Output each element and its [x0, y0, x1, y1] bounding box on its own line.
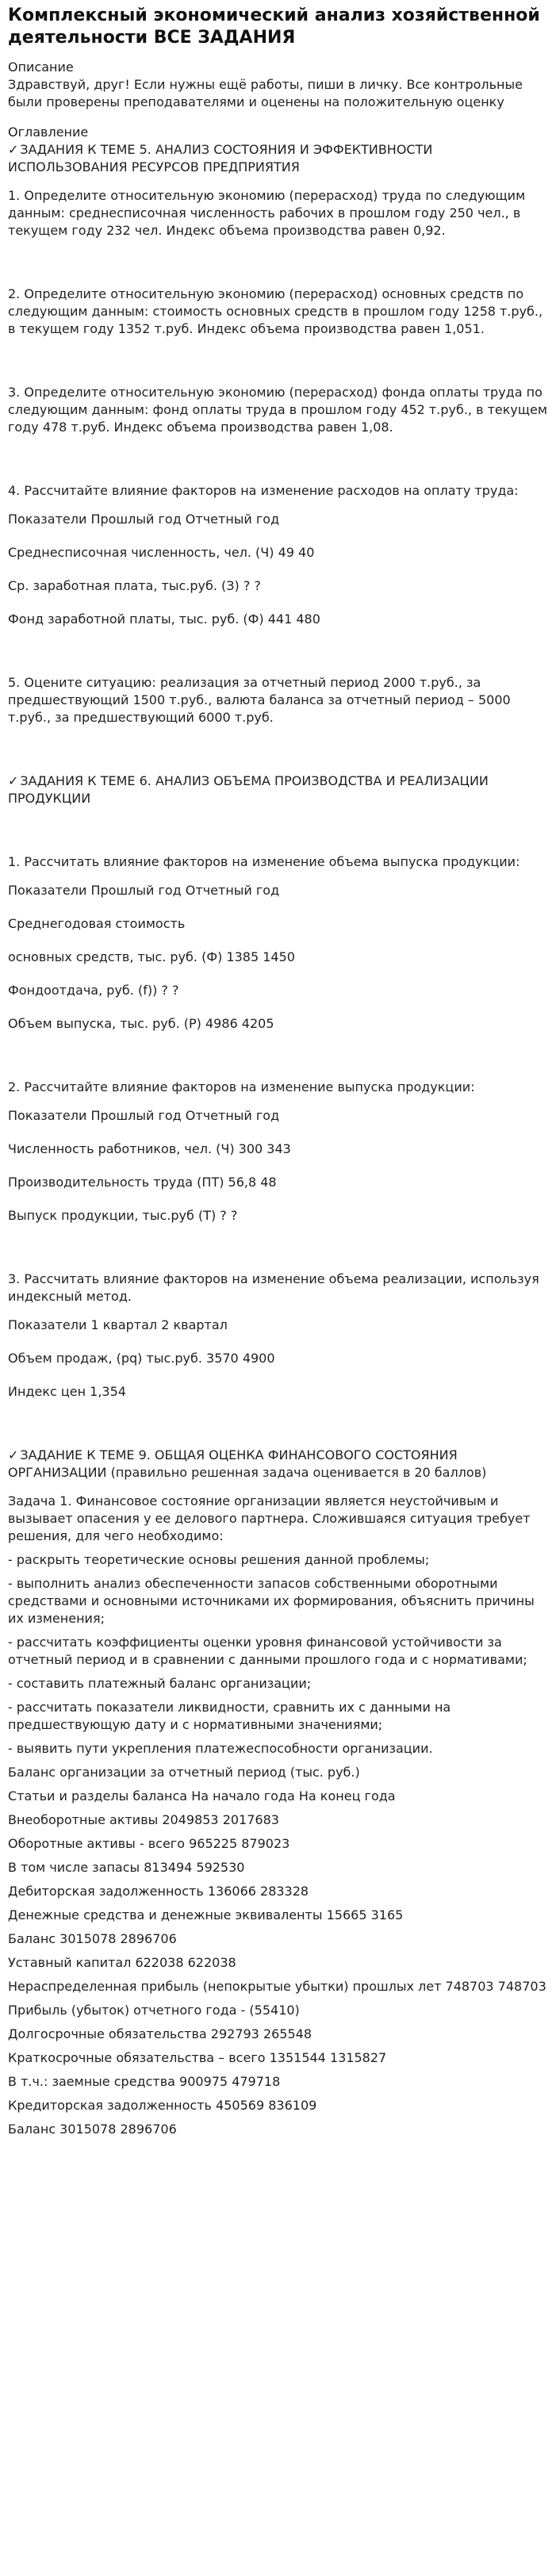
- s9-balance-row: Уставный капитал 622038 622038: [8, 1955, 236, 1970]
- s6-task-1-row: основных средств, тыс. руб. (Ф) 1385 1450: [8, 949, 295, 964]
- s9-balance-row: Долгосрочные обязательства 292793 265548: [8, 2026, 313, 2041]
- s9-bullet: - выполнить анализ обеспеченности запасов собственными оборотными средствами и основными источниками их формирования, объяснить причины их изменения;: [8, 1576, 535, 1626]
- s9-balance-title: Баланс организации за отчетный период (тыс. руб.): [8, 1765, 360, 1780]
- description-text: Здравствуй, друг! Если нужны ещё работы, пиши в личку. Все контрольные были проверены преподавателями и оценены на положительную оценку: [8, 77, 523, 109]
- page-title: Комплексный экономический анализ хозяйственной деятельности ВСЕ ЗАДАНИЯ: [8, 6, 540, 48]
- s5-task-2: 2. Определите относительную экономию (перерасход) основных средств по следующим данным: стоимость основных средств в прошлом году 1258 т.руб., в текущем году 1352 т.руб. Индекс объема производства равен 1,051.: [8, 286, 543, 336]
- s6-task-1-head: 1. Рассчитать влияние факторов на изменение объема выпуска продукции:: [8, 854, 520, 869]
- s5-task-4-row: Ср. заработная плата, тыс.руб. (З) ? ?: [8, 578, 261, 593]
- s9-bullet: - раскрыть теоретические основы решения данной проблемы;: [8, 1552, 430, 1567]
- s9-balance-row: Денежные средства и денежные эквиваленты 15665 3165: [8, 1907, 404, 1922]
- s9-balance-row: Статьи и разделы баланса На начало года На конец года: [8, 1788, 396, 1804]
- s6-task-3-row: Показатели 1 квартал 2 квартал: [8, 1317, 228, 1332]
- s6-task-3: [8, 1271, 548, 1401]
- s6-task-2-head: 2. Рассчитайте влияние факторов на изменение выпуска продукции:: [8, 1079, 475, 1094]
- s9-balance-row: Кредиторская задолженность 450569 836109: [8, 2098, 317, 2113]
- description-label: Описание: [8, 59, 74, 75]
- toc-label: Оглавление: [8, 125, 89, 140]
- s5-task-4-row: Фонд заработной платы, тыс. руб. (Ф) 441 480: [8, 611, 320, 627]
- s6-task-3-row: Объем продаж, (pq) тыс.руб. 3570 4900: [8, 1351, 275, 1366]
- s9-balance-row: Внеоборотные активы 2049853 2017683: [8, 1812, 279, 1827]
- check-icon: ✓: [8, 1447, 19, 1462]
- s6-task-2-row: Выпуск продукции, тыс.руб (Т) ? ?: [8, 1208, 238, 1223]
- s9-task: [8, 1493, 548, 2138]
- s9-balance-row: Дебиторская задолженность 136066 283328: [8, 1884, 309, 1899]
- section-9-heading: [8, 1447, 548, 1482]
- s9-balance-row: Баланс 3015078 2896706: [8, 2122, 177, 2137]
- s6-task-2-row: Показатели Прошлый год Отчетный год: [8, 1108, 280, 1123]
- s5-task-1: 1. Определите относительную экономию (перерасход) труда по следующим данным: среднесписочная численность рабочих в прошлом году 250 чел., в текущем году 232 чел. Индекс объема производства равен 0,92.: [8, 188, 526, 238]
- s6-task-3-row: Индекс цен 1,354: [8, 1384, 126, 1399]
- s5-task-5: 5. Оцените ситуацию: реализация за отчетный период 2000 т.руб., за предшествующий 1500 т.руб., валюта баланса за отчетный период – 5000 т.руб., за предшествующий 6000 т.руб.: [8, 675, 511, 725]
- check-icon: ✓: [8, 142, 19, 157]
- s5-task-4-row: Среднесписочная численность, чел. (Ч) 49 40: [8, 545, 315, 560]
- s6-task-2: [8, 1079, 548, 1225]
- section-5-heading-text: ЗАДАНИЯ К ТЕМЕ 5. АНАЛИЗ СОСТОЯНИЯ И ЭФФЕКТИВНОСТИ ИСПОЛЬЗОВАНИЯ РЕСУРСОВ ПРЕДПРИЯТИЯ: [8, 142, 433, 174]
- s5-task-4: [8, 482, 548, 628]
- s6-task-1-row: Объем выпуска, тыс. руб. (Р) 4986 4205: [8, 1016, 274, 1031]
- s6-task-2-row: Численность работников, чел. (Ч) 300 343: [8, 1141, 291, 1156]
- s9-intro: Задача 1. Финансовое состояние организации является неустойчивым и вызывает опасения у ее делового партнера. Сложившаяся ситуация требует решения, для чего необходимо:: [8, 1493, 531, 1543]
- s9-balance-row: В т.ч.: заемные средства 900975 479718: [8, 2074, 281, 2089]
- s9-balance-row: Краткосрочные обязательства – всего 1351544 1315827: [8, 2050, 387, 2065]
- s5-task-4-row: Показатели Прошлый год Отчетный год: [8, 512, 280, 527]
- s9-balance-row: Нераспределенная прибыль (непокрытые убытки) прошлых лет 748703 748703: [8, 1979, 546, 1994]
- s9-balance-row: Прибыль (убыток) отчетного года - (55410): [8, 2003, 300, 2018]
- s9-bullet: - рассчитать коэффициенты оценки уровня финансовой устойчивости за отчетный период и в сравнении с данными прошлого года и с нормативами;: [8, 1635, 527, 1667]
- s9-balance-row: Баланс 3015078 2896706: [8, 1931, 177, 1946]
- s6-task-1-row: Фондоотдача, руб. (f)) ? ?: [8, 983, 179, 998]
- s6-task-3-head: 3. Рассчитать влияние факторов на изменение объема реализации, используя индексный метод.: [8, 1271, 539, 1304]
- s6-task-2-row: Производительность труда (ПТ) 56,8 48: [8, 1175, 277, 1190]
- s5-task-4-head: 4. Рассчитайте влияние факторов на изменение расходов на оплату труда:: [8, 483, 519, 498]
- section-6-heading-text: ЗАДАНИЯ К ТЕМЕ 6. АНАЛИЗ ОБЪЕМА ПРОИЗВОДСТВА И РЕАЛИЗАЦИИ ПРОДУКЦИИ: [8, 773, 489, 806]
- s9-bullet: - выявить пути укрепления платежеспособности организации.: [8, 1741, 433, 1756]
- section-9-heading-text: ЗАДАНИЕ К ТЕМЕ 9. ОБЩАЯ ОЦЕНКА ФИНАНСОВОГО СОСТОЯНИЯ ОРГАНИЗАЦИИ (правильно решенная задача оценивается в 20 баллов): [8, 1447, 487, 1480]
- section-6-heading: [8, 772, 548, 807]
- s6-task-1-row: Показатели Прошлый год Отчетный год: [8, 883, 280, 898]
- s6-task-1-row: Среднегодовая стоимость: [8, 916, 186, 931]
- s9-balance-row: В том числе запасы 813494 592530: [8, 1860, 245, 1875]
- s6-task-1: [8, 853, 548, 1033]
- s9-balance-row: Оборотные активы - всего 965225 879023: [8, 1836, 290, 1851]
- s5-task-3: 3. Определите относительную экономию (перерасход) фонда оплаты труда по следующим данным: фонд оплаты труда в прошлом году 452 т.руб., в текущем году 478 т.руб. Индекс объема производства равен 1,08.: [8, 385, 547, 435]
- s9-bullet: - рассчитать показатели ликвидности, сравнить их с данными на предшествующую дату и с нормативными значениями;: [8, 1700, 451, 1732]
- section-5-heading: [8, 141, 548, 176]
- s9-bullet: - составить платежный баланс организации;: [8, 1676, 312, 1691]
- check-icon: ✓: [8, 773, 19, 788]
